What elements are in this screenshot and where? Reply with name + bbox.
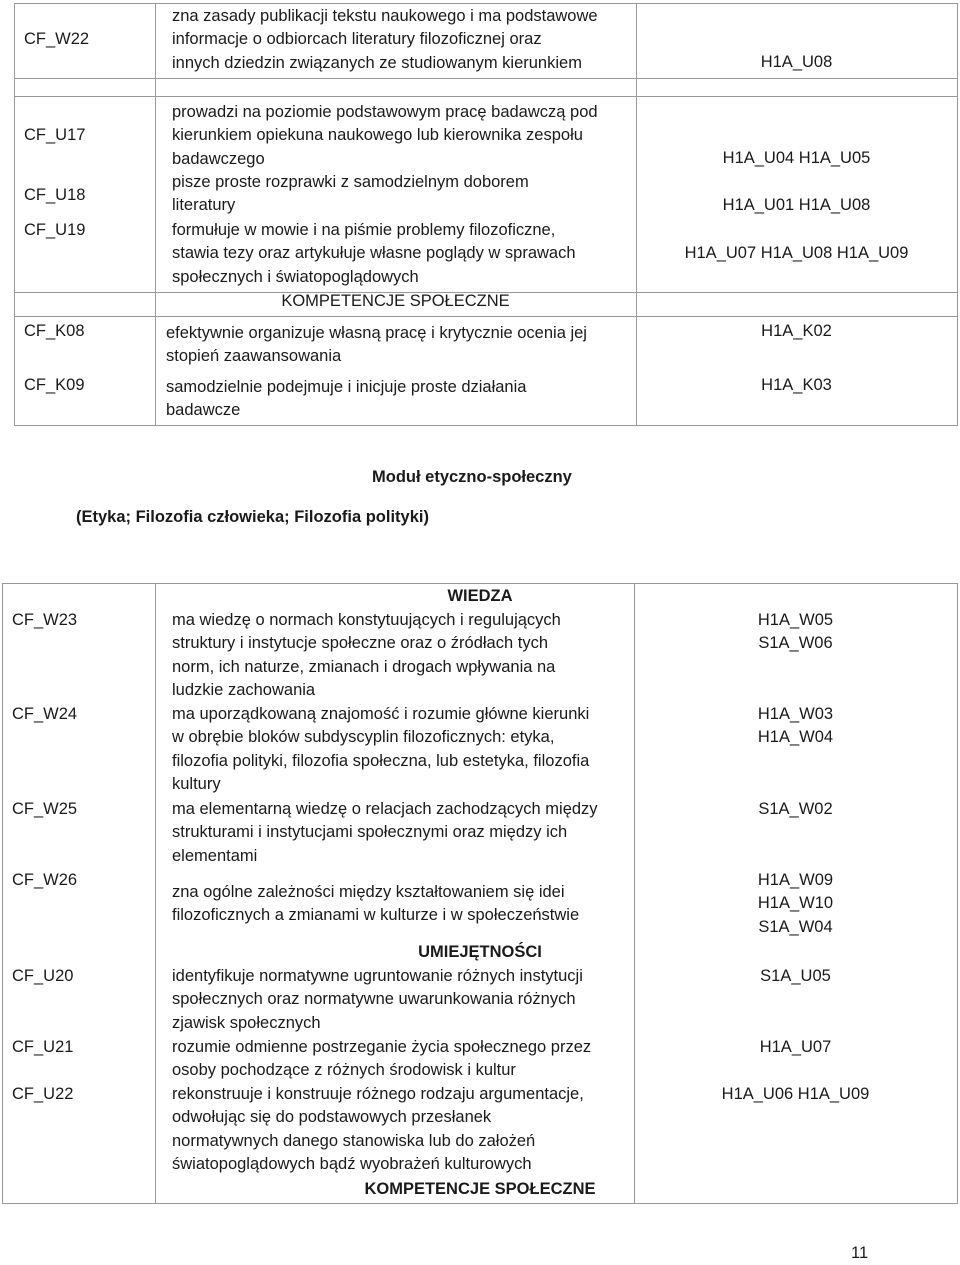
table1-desc: formułuje w mowie i na piśmie problemy filozoficzne, stawia tezy oraz artykułuje własne poglądy w sprawach społecznych i światopoglądowych — [172, 221, 576, 286]
table1-code: CF_W22 — [24, 30, 90, 48]
table2-ref: H1A_U07 — [759, 1038, 832, 1056]
table1-desc: efektywnie organizuje własną pracę i krytycznie ocenia jej stopień zaawansowania — [166, 324, 587, 366]
table2-ref: H1A_W09 H1A_W10 S1A_W04 — [757, 871, 834, 936]
table2-desc: ma elementarną wiedzę o relacjach zachodzących między strukturami i instytucjami społecznymi oraz między ich elementami — [172, 800, 598, 865]
module-title: Moduł etyczno-społeczny — [372, 468, 572, 486]
table2-code: CF_W26 — [12, 871, 78, 889]
table1-code: CF_U19 — [24, 221, 86, 239]
table2-section-competences: KOMPETENCJE SPOŁECZNE — [364, 1180, 596, 1198]
table1-code: CF_K09 — [24, 376, 85, 394]
table2-ref: S1A_U05 — [760, 967, 831, 985]
table2-ref: H1A_U06 H1A_U09 — [721, 1085, 870, 1103]
table1-border-col1 — [155, 3, 156, 425]
table1-ref: H1A_K03 — [761, 376, 832, 394]
table1-desc: zna zasady publikacji tekstu naukowego i ma podstawowe informacje o odbiorcach literatury filozoficznej oraz innych dziedzin związanych ze studiowanym kierunkiem — [172, 7, 598, 72]
table2-section-skills: UMIEJĘTNOŚCI — [418, 943, 542, 961]
table1-border-row1 — [14, 78, 958, 79]
table2-border-col1 — [155, 583, 156, 1203]
table2-ref: H1A_W05 S1A_W06 — [757, 611, 834, 653]
table1-ref: H1A_K02 — [761, 322, 832, 340]
table1-desc: prowadzi na poziomie podstawowym pracę badawczą pod kierunkiem opiekuna naukowego lub kierownika zespołu badawczego — [172, 103, 598, 168]
table1-code: CF_U18 — [24, 186, 86, 204]
table1-ref: H1A_U01 H1A_U08 — [722, 196, 871, 214]
table2-ref: S1A_W02 — [758, 800, 833, 818]
table2-code: CF_U20 — [12, 967, 74, 985]
table2-ref: H1A_W03 H1A_W04 — [757, 705, 834, 747]
table1-code: CF_U17 — [24, 126, 86, 144]
table2-border-left — [2, 583, 3, 1203]
table2-code: CF_W24 — [12, 705, 78, 723]
table2-code: CF_U21 — [12, 1038, 74, 1056]
table1-border-row2 — [14, 96, 958, 97]
table1-ref: H1A_U08 — [760, 53, 833, 71]
table2-desc: ma wiedzę o normach konstytuujących i regulujących struktury i instytucje społeczne oraz o źródłach tych norm, ich naturze, zmianach i drogach wpływania na ludzkie zachowania — [172, 611, 561, 699]
table2-border-bottom — [2, 1203, 958, 1204]
table1-desc: samodzielnie podejmuje i inicjuje proste działania badawcze — [166, 378, 527, 420]
table1-border-competences-bottom — [14, 316, 958, 317]
table1-border-bottom — [14, 425, 958, 426]
table2-desc: ma uporządkowaną znajomość i rozumie główne kierunki w obrębie bloków subdyscyplin filozoficznych: etyka, filozofia polityki, filozofia społeczna, lub estetyka, filozofia kultury — [172, 705, 590, 793]
table1-border-right — [957, 3, 958, 425]
table1-desc: pisze proste rozprawki z samodzielnym doborem literatury — [172, 173, 529, 215]
table2-code: CF_W25 — [12, 800, 78, 818]
module-subtitle: (Etyka; Filozofia człowieka; Filozofia polityki) — [76, 508, 429, 526]
table2-border-right — [957, 583, 958, 1203]
table1-code: CF_K08 — [24, 322, 85, 340]
table1-ref: H1A_U07 H1A_U08 H1A_U09 — [684, 244, 909, 262]
table1-border-left — [14, 3, 15, 425]
table2-desc: rozumie odmienne postrzeganie życia społecznego przez osoby pochodzące z różnych środowisk i kultur — [172, 1038, 592, 1080]
table1-ref: H1A_U04 H1A_U05 — [722, 149, 871, 167]
table2-code: CF_W23 — [12, 611, 78, 629]
page-number: 11 — [851, 1244, 869, 1262]
table2-desc: rekonstruuje i konstruuje różnego rodzaju argumentacje, odwołując się do podstawowych przesłanek normatywnych danego stanowiska lub do założeń światopoglądowych bądź wyobrażeń kulturowych — [172, 1085, 584, 1173]
table1-section-competences: KOMPETENCJE SPOŁECZNE — [281, 292, 510, 310]
table2-code: CF_U22 — [12, 1085, 74, 1103]
table2-desc: zna ogólne zależności między kształtowaniem się idei filozoficznych a zmianami w kulturze i w społeczeństwie — [172, 883, 580, 925]
table2-desc: identyfikuje normatywne ugruntowanie różnych instytucji społecznych oraz normatywne uwarunkowania różnych zjawisk społecznych — [172, 967, 583, 1032]
table2-section-knowledge: WIEDZA — [447, 587, 513, 605]
table2-border-top — [2, 583, 958, 584]
table1-border-top — [14, 3, 958, 4]
